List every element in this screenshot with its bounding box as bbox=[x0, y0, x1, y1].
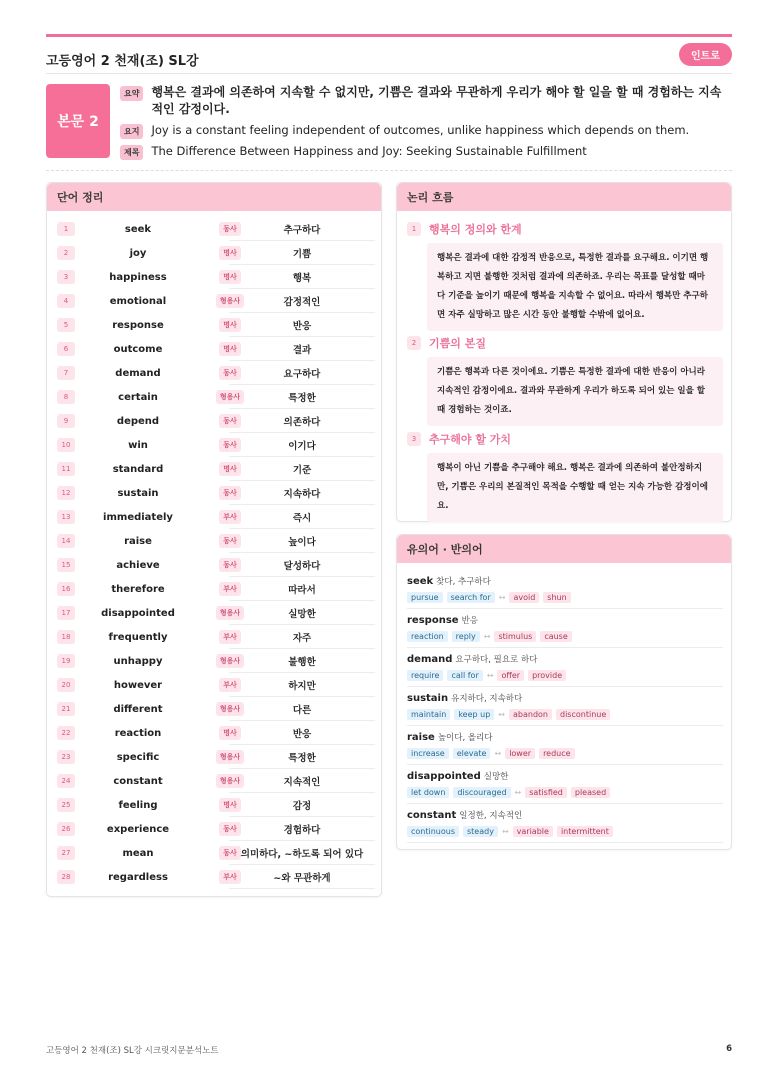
antonym-chip: cause bbox=[540, 631, 571, 642]
vocab-number: 21 bbox=[57, 702, 75, 716]
vocab-meaning: 이기다 bbox=[229, 433, 375, 457]
vocab-row bbox=[53, 721, 377, 745]
synonym-chip: steady bbox=[463, 826, 498, 837]
pos-badge: 형용사 bbox=[216, 702, 244, 716]
vocab-meaning: 특정한 bbox=[229, 385, 375, 409]
synonym-meaning: 찾다, 추구하다 bbox=[436, 577, 491, 587]
vocab-number: 8 bbox=[57, 390, 75, 404]
pos-badge: 동사 bbox=[219, 558, 241, 572]
vocab-row bbox=[53, 841, 377, 865]
vocab-row bbox=[53, 265, 377, 289]
synonym-word: response bbox=[407, 615, 459, 626]
vocab-word: immediately bbox=[103, 511, 173, 523]
vocab-number: 27 bbox=[57, 846, 75, 860]
vocab-number: 3 bbox=[57, 270, 75, 284]
logic-heading: 논리 흐름 bbox=[397, 183, 731, 211]
vocab-row bbox=[53, 385, 377, 409]
synonym-word: constant bbox=[407, 810, 457, 821]
logic-item-body: 기쁨은 행복과 다른 것이에요. 기쁨은 특정한 결과에 대한 반응이 아니라 지속적인 감정이에요. 결과와 무관하게 우리가 하도록 되어 있는 일을 할 때 경험하는 것이죠. bbox=[427, 357, 723, 426]
synonym-chip: continuous bbox=[407, 826, 459, 837]
page-number: 6 bbox=[726, 1044, 732, 1054]
vocab-meaning: 따라서 bbox=[229, 577, 375, 601]
vocab-word: mean bbox=[122, 847, 154, 859]
antonym-chip: pleased bbox=[571, 787, 610, 798]
vocab-number: 9 bbox=[57, 414, 75, 428]
gist-tag: 요지 bbox=[120, 124, 143, 139]
vocab-row bbox=[53, 697, 377, 721]
logic-item-body: 행복은 결과에 대한 감정적 반응으로, 특정한 결과를 요구해요. 이기면 행복하고 지면 불행한 것처럼 결과에 의존하죠. 우리는 목표를 달성할 때마다 기준을 높이기 때문에 행복을 지속할 수 없어요. 따라서 행복만 추구하면 자주 실망하고 많은 시간 동안 불행할 수밖에 없어요. bbox=[427, 243, 723, 331]
vocab-meaning: 기준 bbox=[229, 457, 375, 481]
vocab-row bbox=[53, 361, 377, 385]
summary-tag: 요약 bbox=[120, 86, 143, 101]
vocab-word: emotional bbox=[109, 295, 167, 307]
synonym-chip: discouraged bbox=[453, 787, 510, 798]
synonym-entry bbox=[407, 770, 723, 804]
gist-row bbox=[120, 122, 732, 139]
vocab-row bbox=[53, 577, 377, 601]
vocab-meaning: 다른 bbox=[229, 697, 375, 721]
antonym-chip: variable bbox=[513, 826, 553, 837]
vocab-meaning: 결과 bbox=[229, 337, 375, 361]
synonym-word: seek bbox=[407, 576, 434, 587]
synonym-meaning: 일정한, 지속적인 bbox=[459, 811, 523, 821]
logic-item-title: 행복의 정의와 한계 bbox=[429, 223, 522, 236]
vocab-word: different bbox=[113, 703, 163, 715]
vocab-number: 25 bbox=[57, 798, 75, 812]
vocab-word: raise bbox=[124, 535, 152, 547]
synonym-meaning: 반응 bbox=[461, 616, 478, 626]
synonym-entry bbox=[407, 653, 723, 687]
vocab-word: win bbox=[128, 439, 148, 451]
summary-text: 행복은 결과에 의존하여 지속할 수 없지만, 기쁨은 결과와 무관하게 우리가 해야 할 일을 할 때 경험하는 지속적인 감정이다. bbox=[151, 85, 722, 116]
vocab-row bbox=[53, 649, 377, 673]
vocab-word: unhappy bbox=[113, 655, 163, 667]
vocab-number: 13 bbox=[57, 510, 75, 524]
pos-badge: 형용사 bbox=[216, 774, 244, 788]
vocab-meaning: 즉시 bbox=[229, 505, 375, 529]
summary-row bbox=[120, 84, 732, 118]
intro-badge[interactable]: 인트로 bbox=[679, 43, 732, 66]
logic-item-title: 기쁨의 본질 bbox=[429, 337, 486, 350]
vocab-word: specific bbox=[116, 751, 160, 763]
vocab-word: frequently bbox=[108, 631, 168, 643]
title-row bbox=[120, 143, 732, 160]
synonym-entry bbox=[407, 614, 723, 648]
page-title: 고등영어 2 천재(조) SL강 bbox=[46, 54, 199, 69]
synonym-chip: pursue bbox=[407, 592, 443, 603]
vocab-panel bbox=[46, 182, 382, 897]
synonym-word: raise bbox=[407, 732, 435, 743]
vocab-word: disappointed bbox=[101, 607, 175, 619]
vocab-word: feeling bbox=[118, 799, 158, 811]
vocab-meaning: 불행한 bbox=[229, 649, 375, 673]
synonym-chip: elevate bbox=[453, 748, 491, 759]
vocab-number: 22 bbox=[57, 726, 75, 740]
antonym-chip: reduce bbox=[539, 748, 575, 759]
vocab-word: regardless bbox=[108, 871, 168, 883]
vocab-word: therefore bbox=[111, 583, 165, 595]
vocab-number: 5 bbox=[57, 318, 75, 332]
vocab-row bbox=[53, 769, 377, 793]
vocab-word: happiness bbox=[109, 271, 167, 283]
logic-item bbox=[407, 221, 723, 331]
synonym-entry bbox=[407, 809, 723, 843]
antonym-chip: avoid bbox=[509, 592, 539, 603]
pos-badge: 동사 bbox=[219, 846, 241, 860]
pos-badge: 명사 bbox=[219, 726, 241, 740]
logic-item bbox=[407, 431, 723, 522]
vocab-row bbox=[53, 289, 377, 313]
vocab-number: 1 bbox=[57, 222, 75, 236]
vocab-row bbox=[53, 217, 377, 241]
logic-item bbox=[407, 335, 723, 426]
vocab-number: 12 bbox=[57, 486, 75, 500]
title-tag: 제목 bbox=[120, 145, 143, 160]
section-divider bbox=[46, 170, 732, 171]
vocab-row bbox=[53, 601, 377, 625]
vocab-number: 17 bbox=[57, 606, 75, 620]
vocab-number: 4 bbox=[57, 294, 75, 308]
vocab-meaning: 기쁨 bbox=[229, 241, 375, 265]
vocab-word: certain bbox=[118, 391, 158, 403]
vocab-meaning: 추구하다 bbox=[229, 217, 375, 241]
synonym-meaning: 요구하다, 필요로 하다 bbox=[455, 655, 538, 665]
passage-summary bbox=[120, 84, 732, 164]
vocab-word: experience bbox=[106, 823, 170, 835]
vocab-meaning: 요구하다 bbox=[229, 361, 375, 385]
vocab-meaning: 의존하다 bbox=[229, 409, 375, 433]
vocab-row bbox=[53, 793, 377, 817]
vocab-row bbox=[53, 313, 377, 337]
vocab-meaning: 반응 bbox=[229, 313, 375, 337]
synonym-word: demand bbox=[407, 654, 453, 665]
opposite-arrow-icon: ↔ bbox=[483, 632, 491, 641]
vocab-row bbox=[53, 505, 377, 529]
vocab-number: 26 bbox=[57, 822, 75, 836]
opposite-arrow-icon: ↔ bbox=[514, 788, 522, 797]
vocab-row bbox=[53, 481, 377, 505]
synonym-chip: reaction bbox=[407, 631, 448, 642]
pos-badge: 부사 bbox=[219, 870, 241, 884]
synonym-word: sustain bbox=[407, 693, 449, 704]
vocab-row bbox=[53, 337, 377, 361]
logic-item-number: 1 bbox=[407, 222, 421, 236]
vocab-heading: 단어 정리 bbox=[47, 183, 381, 211]
synonym-word: disappointed bbox=[407, 771, 481, 782]
pos-badge: 명사 bbox=[219, 270, 241, 284]
vocab-row bbox=[53, 529, 377, 553]
vocab-row bbox=[53, 817, 377, 841]
pos-badge: 형용사 bbox=[216, 750, 244, 764]
vocab-number: 23 bbox=[57, 750, 75, 764]
pos-badge: 동사 bbox=[219, 438, 241, 452]
synonym-meaning: 유지하다, 지속하다 bbox=[451, 694, 523, 704]
footer-title: 고등영어 2 천재(조) SL강 시크릿지문분석노트 bbox=[46, 1046, 219, 1056]
vocab-word: response bbox=[112, 319, 164, 331]
vocab-meaning: 지속하다 bbox=[229, 481, 375, 505]
pos-badge: 명사 bbox=[219, 246, 241, 260]
vocab-meaning: 하지만 bbox=[229, 673, 375, 697]
vocab-meaning: 경험하다 bbox=[229, 817, 375, 841]
synonym-entry bbox=[407, 575, 723, 609]
vocab-word: depend bbox=[116, 415, 160, 427]
antonym-chip: lower bbox=[505, 748, 535, 759]
vocab-number: 19 bbox=[57, 654, 75, 668]
antonym-chip: stimulus bbox=[494, 631, 536, 642]
logic-item-title: 추구해야 할 가치 bbox=[429, 433, 512, 446]
vocab-meaning: 달성하다 bbox=[229, 553, 375, 577]
synonym-entry bbox=[407, 731, 723, 765]
synonym-chip: call for bbox=[447, 670, 482, 681]
vocab-number: 20 bbox=[57, 678, 75, 692]
gist-text: Joy is a constant feeling independent of outcomes, unlike happiness which depends on them. bbox=[151, 123, 690, 137]
vocab-number: 7 bbox=[57, 366, 75, 380]
vocab-meaning: 반응 bbox=[229, 721, 375, 745]
synonym-chip: let down bbox=[407, 787, 449, 798]
vocab-word: constant bbox=[113, 775, 163, 787]
synonym-meaning: 실망한 bbox=[483, 772, 509, 782]
synonym-chip: search for bbox=[447, 592, 495, 603]
synonym-meaning: 높이다, 올리다 bbox=[437, 733, 493, 743]
vocab-number: 28 bbox=[57, 870, 75, 884]
vocab-word: reaction bbox=[114, 727, 162, 739]
logic-item-body: 행복이 아닌 기쁨을 추구해야 해요. 행복은 결과에 의존하여 불안정하지만, 기쁨은 우리의 본질적인 목적을 수행할 때 얻는 지속 가능한 감정이에요. bbox=[427, 453, 723, 522]
antonym-chip: satisfied bbox=[525, 787, 567, 798]
pos-badge: 형용사 bbox=[216, 294, 244, 308]
vocab-meaning: 실망한 bbox=[229, 601, 375, 625]
page-header bbox=[46, 46, 732, 74]
vocab-row bbox=[53, 625, 377, 649]
pos-badge: 부사 bbox=[219, 630, 241, 644]
pos-badge: 형용사 bbox=[216, 606, 244, 620]
antonym-chip: offer bbox=[497, 670, 524, 681]
synonym-heading: 유의어 · 반의어 bbox=[397, 535, 731, 563]
pos-badge: 부사 bbox=[219, 582, 241, 596]
vocab-word: joy bbox=[129, 247, 147, 259]
opposite-arrow-icon: ↔ bbox=[486, 671, 494, 680]
passage-label: 본문 2 bbox=[46, 84, 110, 158]
antonym-chip: intermittent bbox=[557, 826, 613, 837]
vocab-meaning: 자주 bbox=[229, 625, 375, 649]
vocab-meaning: 의미하다, ~하도록 되어 있다 bbox=[229, 841, 375, 865]
vocab-row bbox=[53, 745, 377, 769]
opposite-arrow-icon: ↔ bbox=[498, 593, 506, 602]
synonym-chip: increase bbox=[407, 748, 449, 759]
vocab-word: however bbox=[113, 679, 163, 691]
vocab-row bbox=[53, 409, 377, 433]
pos-badge: 명사 bbox=[219, 342, 241, 356]
logic-item-number: 2 bbox=[407, 336, 421, 350]
pos-badge: 동사 bbox=[219, 534, 241, 548]
synonym-panel bbox=[396, 534, 732, 850]
pos-badge: 명사 bbox=[219, 462, 241, 476]
vocab-meaning: 행복 bbox=[229, 265, 375, 289]
vocab-number: 24 bbox=[57, 774, 75, 788]
vocab-number: 15 bbox=[57, 558, 75, 572]
vocab-word: seek bbox=[124, 223, 152, 235]
vocab-word: standard bbox=[112, 463, 164, 475]
pos-badge: 형용사 bbox=[216, 390, 244, 404]
vocab-number: 16 bbox=[57, 582, 75, 596]
opposite-arrow-icon: ↔ bbox=[494, 749, 502, 758]
pos-badge: 동사 bbox=[219, 366, 241, 380]
synonym-chip: require bbox=[407, 670, 443, 681]
vocab-meaning: 감정 bbox=[229, 793, 375, 817]
vocab-word: achieve bbox=[116, 559, 160, 571]
vocab-row bbox=[53, 673, 377, 697]
synonym-chip: maintain bbox=[407, 709, 450, 720]
vocab-number: 2 bbox=[57, 246, 75, 260]
vocab-number: 18 bbox=[57, 630, 75, 644]
pos-badge: 명사 bbox=[219, 798, 241, 812]
vocab-row bbox=[53, 457, 377, 481]
vocab-number: 10 bbox=[57, 438, 75, 452]
vocab-meaning: 감정적인 bbox=[229, 289, 375, 313]
pos-badge: 동사 bbox=[219, 486, 241, 500]
pos-badge: 형용사 bbox=[216, 654, 244, 668]
synonym-entry bbox=[407, 692, 723, 726]
passage-title-text: The Difference Between Happiness and Joy: Seeking Sustainable Fulfillment bbox=[151, 144, 587, 158]
vocab-row bbox=[53, 865, 377, 889]
pos-badge: 부사 bbox=[219, 510, 241, 524]
pos-badge: 부사 bbox=[219, 678, 241, 692]
synonym-chip: keep up bbox=[454, 709, 494, 720]
top-accent-bar bbox=[46, 34, 732, 37]
vocab-row bbox=[53, 553, 377, 577]
vocab-word: sustain bbox=[117, 487, 159, 499]
pos-badge: 동사 bbox=[219, 414, 241, 428]
pos-badge: 명사 bbox=[219, 318, 241, 332]
antonym-chip: abandon bbox=[509, 709, 552, 720]
vocab-meaning: 지속적인 bbox=[229, 769, 375, 793]
vocab-number: 11 bbox=[57, 462, 75, 476]
opposite-arrow-icon: ↔ bbox=[498, 710, 505, 719]
vocab-word: outcome bbox=[113, 343, 163, 355]
antonym-chip: provide bbox=[528, 670, 566, 681]
synonym-chip: reply bbox=[452, 631, 480, 642]
opposite-arrow-icon: ↔ bbox=[501, 827, 509, 836]
logic-item-number: 3 bbox=[407, 432, 421, 446]
antonym-chip: discontinue bbox=[556, 709, 610, 720]
vocab-row bbox=[53, 433, 377, 457]
vocab-word: demand bbox=[115, 367, 161, 379]
vocab-number: 6 bbox=[57, 342, 75, 356]
logic-panel bbox=[396, 182, 732, 522]
antonym-chip: shun bbox=[543, 592, 570, 603]
vocab-meaning: 특정한 bbox=[229, 745, 375, 769]
pos-badge: 동사 bbox=[219, 222, 241, 236]
vocab-row bbox=[53, 241, 377, 265]
vocab-meaning: ~와 무관하게 bbox=[229, 865, 375, 889]
vocab-meaning: 높이다 bbox=[229, 529, 375, 553]
pos-badge: 동사 bbox=[219, 822, 241, 836]
vocab-number: 14 bbox=[57, 534, 75, 548]
